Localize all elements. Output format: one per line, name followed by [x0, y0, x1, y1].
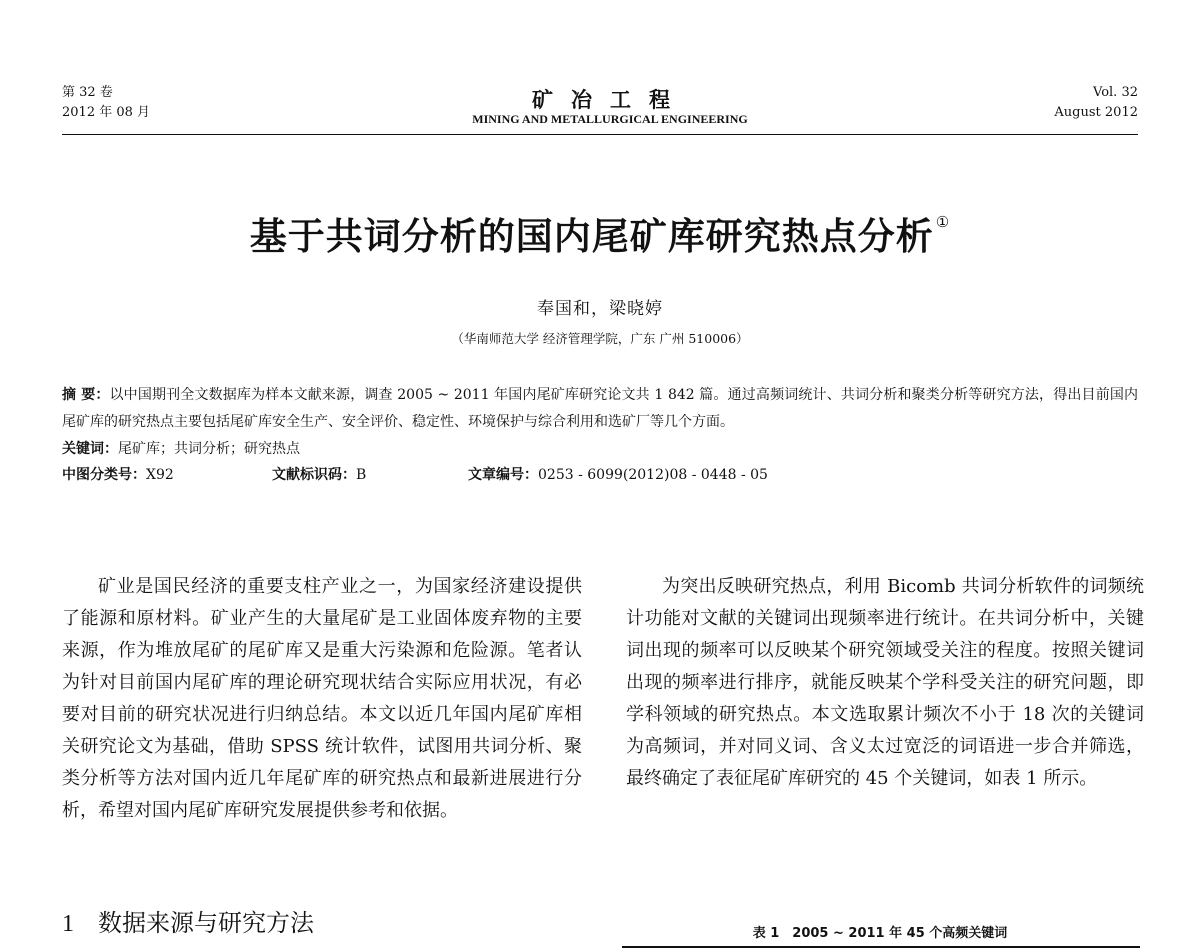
- issue-date-label: 2012 年 08 月: [62, 105, 151, 120]
- volume-label-english: Vol. 32: [1093, 85, 1138, 100]
- section-title: 数据来源与研究方法: [98, 911, 314, 937]
- keywords-line: [62, 436, 1138, 462]
- article-title-text: 基于共词分析的国内尾矿库研究热点分析: [249, 215, 934, 258]
- section-number: 1: [62, 911, 74, 937]
- author-affiliation: （华南师范大学 经济管理学院，广东 广州 510006）: [451, 331, 749, 346]
- issue-date-english: August 2012: [1054, 105, 1138, 120]
- body-right-paragraph: 为突出反映研究热点，利用 Bicomb 共词分析软件的词频统计功能对文献的关键词出现频率进行统计。在共词分析中，关键词出现的频率可以反映某个研究领域受关注的程度。按照关键词出现的频率进行排序，就能反映某个学科受关注的研究问题，即学科领域的研究热点。本文选取累计频次不小于 18 次的关键词为高频词，并对同义词、含义太过宽泛的词语进一步合并筛选，最终确定了表征尾矿库研究的 45 个关键词，如表 1 所示。: [626, 576, 1144, 789]
- abstract-label: 摘 要：: [62, 387, 110, 403]
- journal-name-english: MINING AND METALLURGICAL ENGINEERING: [472, 112, 748, 126]
- volume-label: 第 32 卷: [62, 85, 113, 100]
- clc-label: 中图分类号：: [62, 467, 146, 483]
- table-top-rule: [622, 946, 1140, 948]
- abstract-block: [62, 382, 1138, 488]
- title-footnote-mark: ①: [935, 213, 951, 231]
- clc-value: X92: [146, 467, 174, 483]
- keywords-text: 尾矿库；共词分析；研究热点: [118, 441, 300, 457]
- journal-name-chinese: 矿冶工程: [532, 87, 688, 112]
- abstract-text: 以中国期刊全文数据库为样本文献来源，调查 2005 ~ 2011 年国内尾矿库研究论文共 1 842 篇。通过高频词统计、共词分析和聚类分析等研究方法，得出目前国内尾矿库的研究热点主要包括尾矿库安全生产、安全评价、稳定性、环境保护与综合利用和选矿厂等几个方面。: [62, 387, 1139, 430]
- article-number-label: 文章编号：: [468, 467, 538, 483]
- classification-line: [62, 462, 1138, 488]
- section-heading: [62, 904, 314, 944]
- doc-code-value: B: [356, 467, 367, 483]
- keywords-label: 关键词：: [62, 441, 118, 457]
- abstract-paragraph: [62, 382, 1138, 436]
- doc-code-group: [272, 462, 468, 488]
- header-rule: [62, 134, 1138, 135]
- body-left-paragraph: 矿业是国民经济的重要支柱产业之一，为国家经济建设提供了能源和原材料。矿业产生的大量尾矿是工业固体废弃物的主要来源，作为堆放尾矿的尾矿库又是重大污染源和危险源。笔者认为针对目前国内尾矿库的理论研究现状结合实际应用状况，有必要对目前的研究状况进行归纳总结。本文以近几年国内尾矿库相关研究论文为基础，借助 SPSS 统计软件，试图用共词分析、聚类分析等方法对国内近几年尾矿库的研究热点和最新进展进行分析，希望对国内尾矿库研究发展提供参考和依据。: [62, 576, 582, 821]
- table-caption: 表 1 2005 ~ 2011 年 45 个高频关键词: [752, 926, 1008, 941]
- article-title: [0, 206, 1200, 260]
- doc-code-label: 文献标识码：: [272, 467, 356, 483]
- article-number-group: [468, 467, 768, 483]
- article-number-value: 0253 - 6099(2012)08 - 0448 - 05: [538, 467, 768, 483]
- author-list: 奉国和，梁晓婷: [537, 299, 663, 319]
- clc-group: [62, 462, 272, 488]
